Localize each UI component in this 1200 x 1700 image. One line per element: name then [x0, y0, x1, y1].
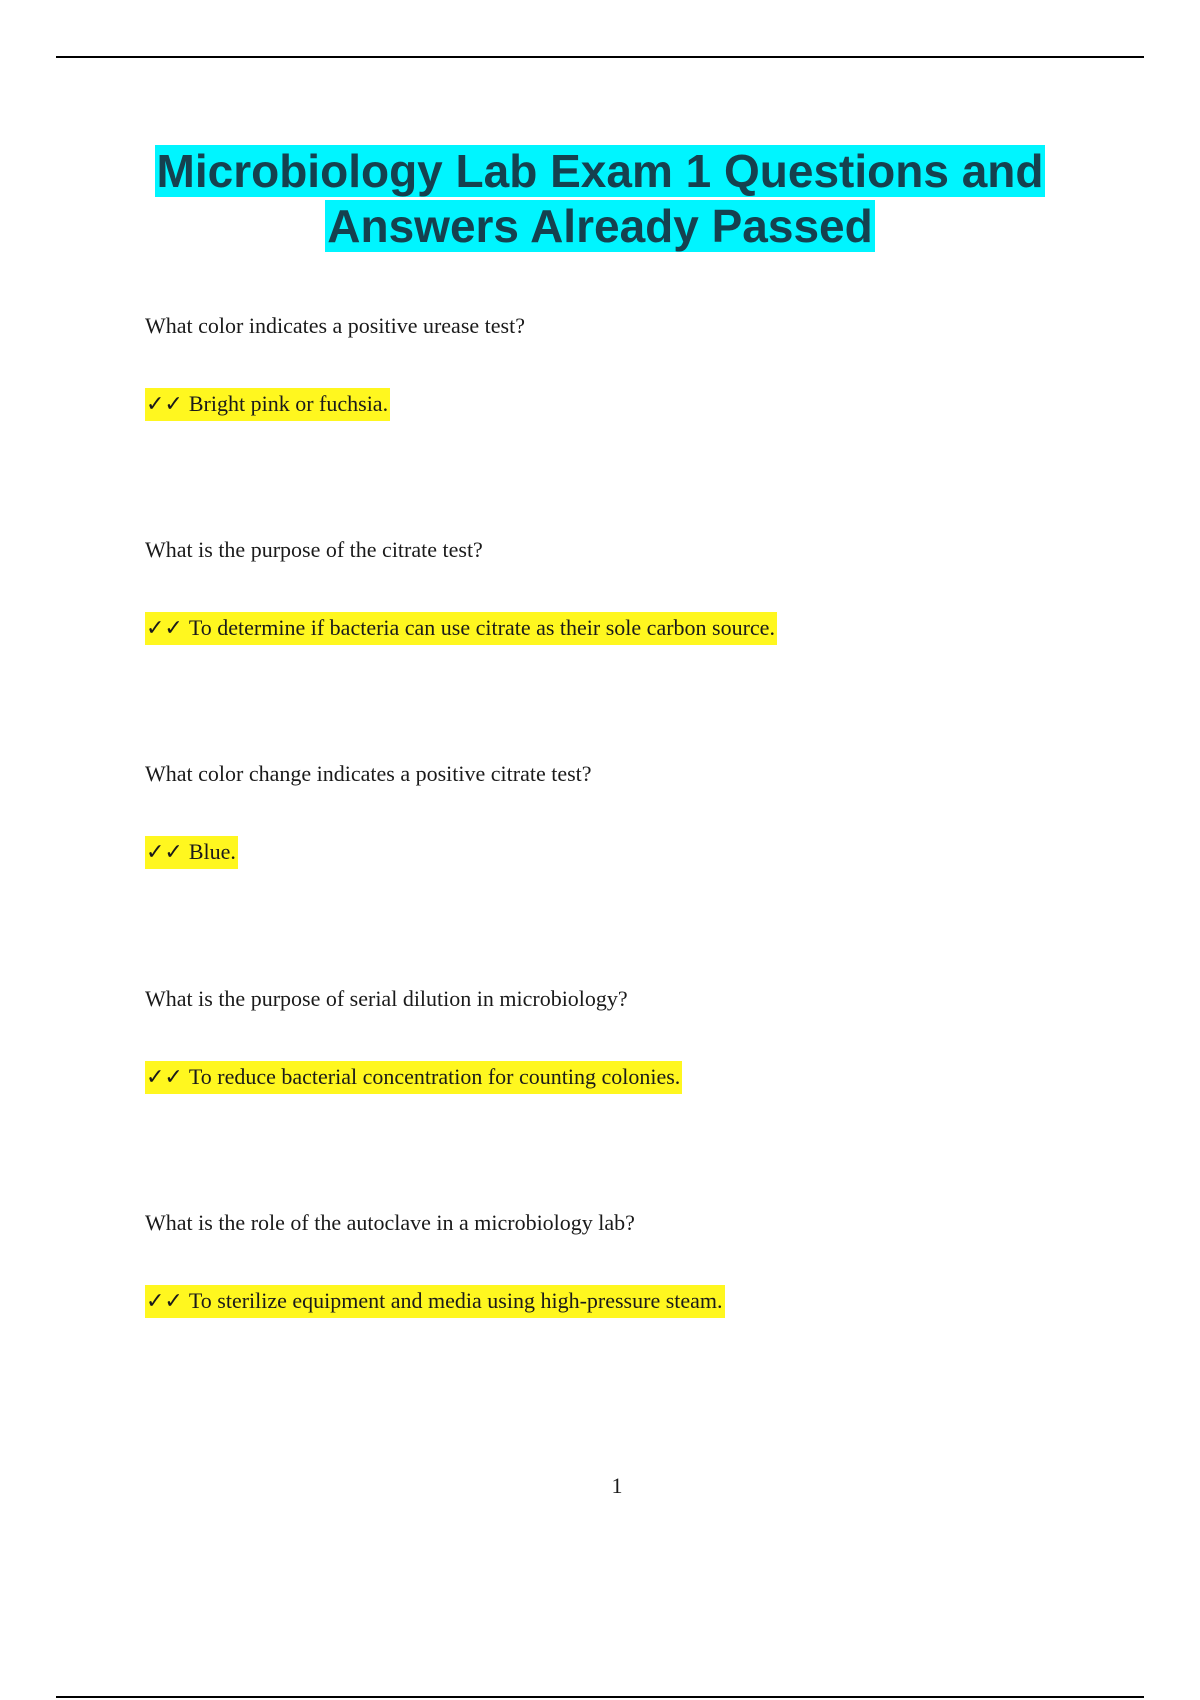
title-line-1: Microbiology Lab Exam 1 Questions and	[156, 145, 1044, 197]
answer-text	[145, 1061, 682, 1094]
answer-text	[145, 836, 238, 869]
question-text: What is the purpose of serial dilution in microbiology?	[145, 986, 628, 1011]
answer-label: To reduce bacterial concentration for counting colonies.	[188, 1064, 681, 1089]
qa-item-5	[145, 1209, 1105, 1318]
header-rule	[56, 56, 1144, 58]
qa-item-4	[145, 985, 1105, 1094]
footer-rule	[56, 1696, 1144, 1698]
answer-text	[145, 1285, 725, 1318]
page-number: 1	[611, 1473, 623, 1498]
double-check-icon: ✓✓	[146, 840, 183, 865]
qa-item-3	[145, 760, 1105, 869]
answer-text	[145, 612, 777, 645]
qa-item-2	[145, 536, 1105, 645]
question-text: What color change indicates a positive citrate test?	[145, 761, 592, 786]
question-text: What is the role of the autoclave in a microbiology lab?	[145, 1210, 635, 1235]
double-check-icon: ✓✓	[146, 1289, 183, 1314]
page-title	[100, 144, 1100, 254]
double-check-icon: ✓✓	[146, 392, 183, 417]
question-text: What color indicates a positive urease test?	[145, 313, 525, 338]
double-check-icon: ✓✓	[146, 616, 183, 641]
answer-label: Blue.	[188, 839, 236, 864]
answer-label: To determine if bacteria can use citrate as their sole carbon source.	[188, 615, 775, 640]
question-text: What is the purpose of the citrate test?	[145, 537, 483, 562]
double-check-icon: ✓✓	[146, 1065, 183, 1090]
title-line-2: Answers Already Passed	[327, 200, 873, 252]
answer-label: To sterilize equipment and media using high-pressure steam.	[188, 1288, 723, 1313]
qa-item-1	[145, 312, 1105, 421]
answer-label: Bright pink or fuchsia.	[188, 391, 389, 416]
answer-text	[145, 388, 390, 421]
